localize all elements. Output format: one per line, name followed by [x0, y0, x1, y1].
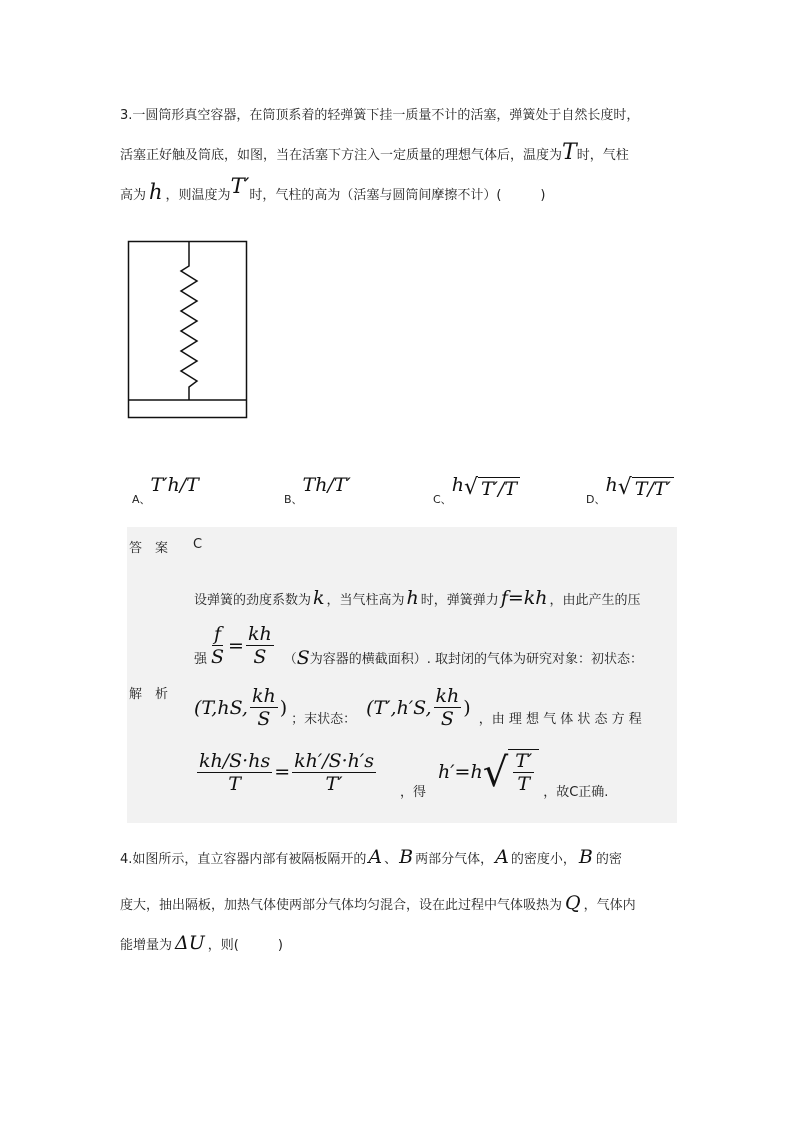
- question-4-line-2: [120, 892, 636, 914]
- a-text-1c: 时，弹簧弹力: [420, 593, 499, 608]
- rhs-fraction: [292, 750, 376, 795]
- q4-text-2b: ，气体内: [583, 898, 636, 913]
- option-b[interactable]: [284, 474, 351, 506]
- q4-text-1d: 的密: [595, 852, 622, 867]
- spring: [181, 242, 197, 400]
- option-c-label: C、: [433, 493, 452, 506]
- a-text-4b: ，故C正确.: [543, 784, 609, 800]
- q3-text-3b: ，则温度为: [165, 188, 231, 203]
- state-2-num: kh: [435, 685, 460, 707]
- analysis-line-2: [194, 623, 643, 668]
- a-text-4a: ，得: [399, 784, 426, 800]
- frac-den-S: S: [211, 646, 225, 668]
- q4-text-1a: 4.如图所示，直立容器内部有被隔板隔开的: [120, 852, 367, 867]
- rhs-den: T′: [325, 772, 343, 795]
- math-S: S: [296, 646, 310, 669]
- math-T: T: [562, 140, 577, 165]
- q4-text-1b: 两部分气体，: [415, 852, 494, 867]
- sqrt-sign-c: √: [463, 475, 478, 500]
- state-1-fraction: [250, 685, 278, 730]
- a-text-2b: （: [283, 652, 297, 667]
- lhs-num: kh/S·hs: [199, 749, 271, 772]
- math-A-2: A: [495, 846, 509, 868]
- answer-label: 答 案: [129, 541, 169, 556]
- math-k: k: [313, 587, 325, 609]
- frac-den-S-2: S: [253, 646, 267, 668]
- option-d-expr: h: [605, 474, 618, 496]
- analysis-label: 解 析: [129, 687, 169, 702]
- option-c-expr: h: [451, 474, 464, 496]
- option-a-expr: T′h/T: [150, 474, 199, 496]
- fraction-kh-over-S: [246, 623, 274, 668]
- a-text-3b: ；末状态：: [291, 712, 357, 727]
- math-B: B: [399, 846, 414, 868]
- result-num: T′: [515, 750, 533, 772]
- a-text-1d: ，由此产生的压: [549, 593, 641, 608]
- math-A: A: [368, 846, 383, 868]
- spring-container-figure: [126, 239, 252, 423]
- analysis-line-1: [194, 587, 641, 609]
- result-fraction: [513, 750, 534, 795]
- state-1-num: kh: [251, 685, 276, 707]
- equals-sign-2: =: [274, 761, 291, 783]
- q3-text-2b: 时，气柱: [576, 148, 629, 163]
- a-text-1b: ，当气柱高为: [326, 593, 405, 608]
- option-d-label: D、: [586, 493, 606, 506]
- state-2-den: S: [440, 708, 454, 730]
- math-h-2: h: [406, 587, 419, 609]
- answer-value: C: [193, 537, 203, 552]
- q4-text-3a: 能增量为: [120, 938, 173, 953]
- q3-text-2a: 活塞正好触及筒底，如图，当在活塞下方注入一定质量的理想气体后，温度为: [120, 148, 563, 163]
- state-2-open: (T′,h′S,: [366, 696, 432, 719]
- question-3-line-1: [120, 104, 639, 123]
- question-4-line-1: [120, 846, 622, 868]
- fraction-f-over-S: [209, 623, 226, 668]
- result-den: T: [517, 773, 531, 795]
- frac-num-f: f: [214, 623, 222, 645]
- state-1-close: ): [279, 696, 288, 719]
- a-text-3c: ，由 理 想 气 体 状 态 方 程: [478, 712, 642, 727]
- option-c[interactable]: [433, 474, 520, 506]
- a-text-1a: 设弹簧的劲度系数为: [194, 593, 312, 608]
- lhs-den: T: [228, 772, 241, 795]
- a-text-2a: 强: [194, 652, 208, 667]
- frac-num-kh: kh: [247, 623, 272, 645]
- math-Q: Q: [565, 892, 581, 914]
- state-2-close: ): [463, 696, 471, 719]
- option-b-label: B、: [284, 493, 303, 506]
- state-1-open: (T,hS,: [194, 696, 248, 719]
- state-1-den: S: [257, 708, 271, 730]
- q3-text-1: 3.一圆筒形真空容器，在筒顶系着的轻弹簧下挂一质量不计的活塞，弹簧处于自然长度时，: [120, 108, 640, 123]
- option-a[interactable]: [132, 474, 199, 506]
- math-f-eq-kh: f=kh: [500, 587, 548, 609]
- container-outline: [129, 242, 247, 418]
- q3-text-3a: 高为: [120, 188, 147, 203]
- state-2-fraction: [434, 685, 462, 730]
- question-3-line-3: [120, 174, 546, 204]
- math-B-2: B: [578, 846, 593, 868]
- lhs-fraction: [197, 750, 272, 795]
- rhs-num: kh′/S·h′s: [294, 749, 374, 772]
- answer-analysis-panel: [127, 527, 677, 823]
- q3-text-3c: 时，气柱的高为（活塞与圆筒间摩擦不计）( ): [249, 188, 546, 203]
- sqrt-sign-result: √: [482, 750, 509, 796]
- question-4-line-3: [120, 932, 283, 954]
- math-T-prime: T′: [230, 174, 250, 198]
- option-d[interactable]: [586, 474, 674, 506]
- q4-sep: 、: [384, 852, 398, 867]
- q4-text-1c: 的密度小，: [510, 852, 576, 867]
- math-h: h: [149, 180, 163, 204]
- equals-sign: =: [228, 634, 244, 657]
- analysis-line-3: [194, 685, 642, 730]
- q4-text-2a: 度大，抽出隔板，加热气体使两部分气体均匀混合，设在此过程中气体吸热为: [120, 898, 563, 913]
- analysis-line-4: [195, 749, 609, 800]
- result-expr: h′=h: [437, 761, 483, 783]
- a-text-2c: 为容器的横截面积）. 取封闭的气体为研究对象：初状态：: [309, 652, 644, 667]
- option-b-expr: Th/T′: [302, 474, 351, 496]
- q4-text-3b: ，则( ): [207, 938, 283, 953]
- option-a-label: A、: [132, 493, 151, 506]
- sqrt-sign-d: √: [617, 475, 632, 500]
- question-3-line-2: [120, 140, 629, 165]
- math-delta-U: ΔU: [175, 932, 205, 954]
- option-c-radicand: T′/T: [478, 477, 520, 500]
- option-d-radicand: T/T′: [632, 477, 674, 500]
